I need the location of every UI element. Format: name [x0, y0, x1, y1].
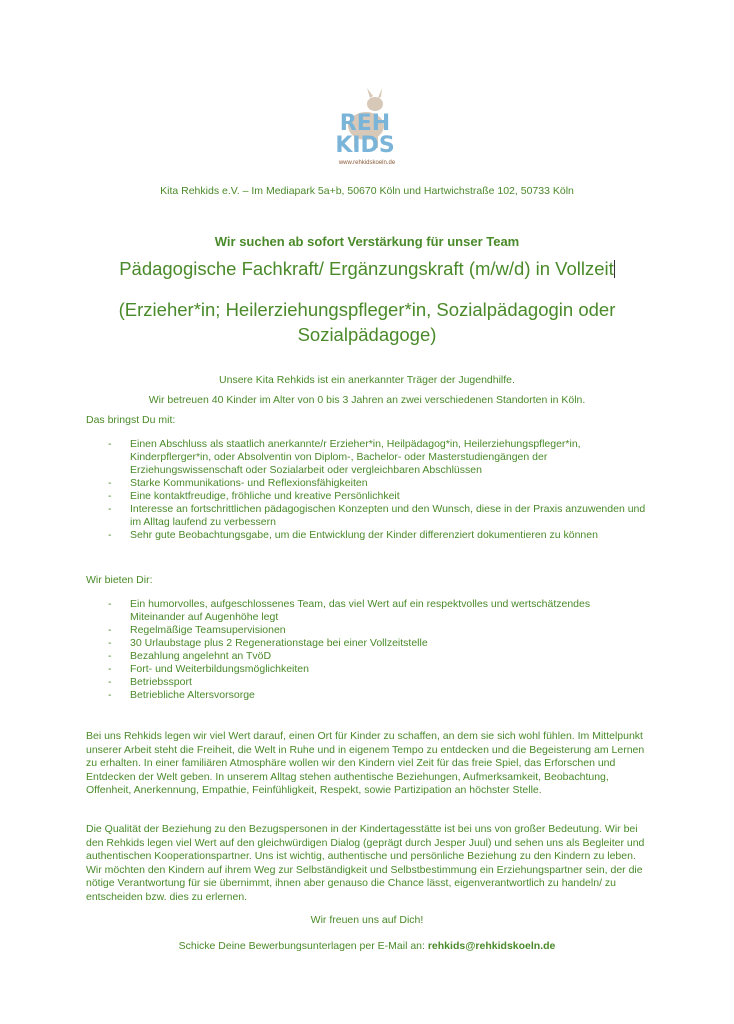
list-item-text: Eine kontaktfreudige, fröhliche und kreative Persönlichkeit [130, 490, 400, 502]
list-item [86, 676, 646, 689]
list-item-text: Regelmäßige Teamsupervisionen [130, 624, 286, 636]
dash-bullet: - [108, 490, 112, 502]
job-title-text: Pädagogische Fachkraft/ Ergänzungskraft (m/w/d) in Vollzeit [119, 258, 614, 279]
dash-bullet: - [108, 689, 112, 701]
dash-bullet: - [108, 438, 112, 450]
job-title [0, 258, 734, 280]
application-line [0, 940, 734, 952]
headline: Wir suchen ab sofort Verstärkung für unser Team [214, 234, 520, 249]
offer-heading: Wir bieten Dir: [86, 574, 153, 586]
paragraph-philosophy: Bei uns Rehkids legen wir viel Wert darauf, einen Ort für Kinder zu schaffen, an dem sie sich wohl fühlen. Im Mittelpunkt unserer Arbeit steht die Freiheit, die Welt in Ruhe und in eigenem Tempo zu entdecken und die Begeisterung am Lernen zu erhalten. In einer familiären Atmosphäre wollen wir den Kindern viel Zeit für das freie Spiel, das Erforschen und Entdecken der Welt geben. In unserem Alltag stehen authentische Beziehungen, Aufmerksamkeit, Beobachtung, Offenheit, Anerkennung, Empathie, Feinfühligkeit, Respekt, sowie Partizipation an höchster Stelle. [86, 730, 645, 796]
list-item [86, 529, 646, 542]
closing-thanks: Wir freuen uns auf Dich! [310, 914, 424, 926]
list-item [86, 438, 646, 477]
list-item [86, 503, 646, 529]
dash-bullet: - [108, 637, 112, 649]
bring-heading: Das bringst Du mit: [86, 414, 176, 426]
list-item-text: Betriebssport [130, 676, 192, 688]
dash-bullet: - [108, 624, 112, 636]
dash-bullet: - [108, 663, 112, 675]
list-item-text: Fort- und Weiterbildungsmöglichkeiten [130, 663, 309, 675]
logo-kids-text: KIDS [335, 133, 395, 158]
bring-list [86, 438, 646, 542]
dash-bullet: - [108, 503, 112, 515]
intro-line-1: Unsere Kita Rehkids ist ein anerkannter Träger der Jugendhilfe. [219, 374, 515, 386]
job-subtitle: (Erzieher*in; Heilerziehungspfleger*in, Sozialpädagogin oder Sozialpädagoge) [118, 299, 616, 345]
dash-bullet: - [108, 529, 112, 541]
list-item [86, 624, 646, 637]
list-item [86, 490, 646, 503]
logo-reh-text: REH [339, 111, 391, 136]
rehkids-logo [320, 88, 410, 170]
list-item [86, 689, 646, 702]
list-item-text: Ein humorvolles, aufgeschlossenes Team, das viel Wert auf ein respektvolles und wertschätzendes Miteinander auf Augenhöhe legt [130, 598, 591, 623]
list-item [86, 598, 646, 624]
list-item-text: 30 Urlaubstage plus 2 Regenerationstage bei einer Vollzeitstelle [130, 637, 428, 649]
application-text: Schicke Deine Bewerbungsunterlagen per E-Mail an: [178, 940, 428, 952]
text-cursor [614, 260, 615, 278]
application-email[interactable]: rehkids@rehkidskoeln.de [427, 940, 556, 952]
list-item-text: Einen Abschluss als staatlich anerkannte/r Erzieher*in, Heilpädagog*in, Heilerziehungspfleger*in, Kinderpflerger*in, oder Absolventin von Diplom-, Bachelor- oder Masterstudiengängen der Erziehungswissenschaft oder Sozialarbeit oder vergleichbaren Abschlüssen [130, 438, 581, 476]
paragraph-relationship: Die Qualität der Beziehung zu den Bezugspersonen in der Kindertagesstätte ist bei uns von großer Bedeutung. Wir bei den Rehkids legen viel Wert auf den gleichwürdigen Dialog (geprägt durch Jesper Juul) und sehen uns als Begleiter und authentischen Kooperationspartner. Uns ist wichtig, authentische und persönliche Beziehung zu den Kindern zu leben. Wir möchten den Kindern auf ihrem Weg zur Selbständigkeit und Selbstbestimmung ein Erziehungspartner sein, der die nötige Verantwortung für sie übernimmt, ihnen aber genauso die Chance lässt, eigenverantwortlich zu handeln/ zu entscheiden bzw. dies zu erlernen. [86, 823, 645, 903]
dash-bullet: - [108, 676, 112, 688]
dash-bullet: - [108, 477, 112, 489]
offer-list [86, 598, 646, 702]
logo-url: www.rehkidskoeln.de [338, 160, 396, 166]
list-item [86, 637, 646, 650]
list-item-text: Betriebliche Altersvorsorge [130, 689, 255, 701]
list-item-text: Starke Kommunikations- und Reflexionsfähigkeiten [130, 477, 368, 489]
list-item [86, 663, 646, 676]
dash-bullet: - [108, 598, 112, 610]
intro-line-2: Wir betreuen 40 Kinder im Alter von 0 bis 3 Jahren an zwei verschiedenen Standorten in Köln. [148, 394, 586, 406]
list-item [86, 477, 646, 490]
address-line: Kita Rehkids e.V. – Im Mediapark 5a+b, 50670 Köln und Hartwichstraße 102, 50733 Köln [160, 185, 574, 197]
list-item [86, 650, 646, 663]
list-item-text: Bezahlung angelehnt an TvöD [130, 650, 272, 662]
list-item-text: Sehr gute Beobachtungsgabe, um die Entwicklung der Kinder differenziert dokumentieren zu können [130, 529, 598, 541]
list-item-text: Interesse an fortschrittlichen pädagogischen Konzepten und den Wunsch, diese in der Praxis anzuwenden und im Alltag laufend zu verbessern [130, 503, 646, 528]
dash-bullet: - [108, 650, 112, 662]
